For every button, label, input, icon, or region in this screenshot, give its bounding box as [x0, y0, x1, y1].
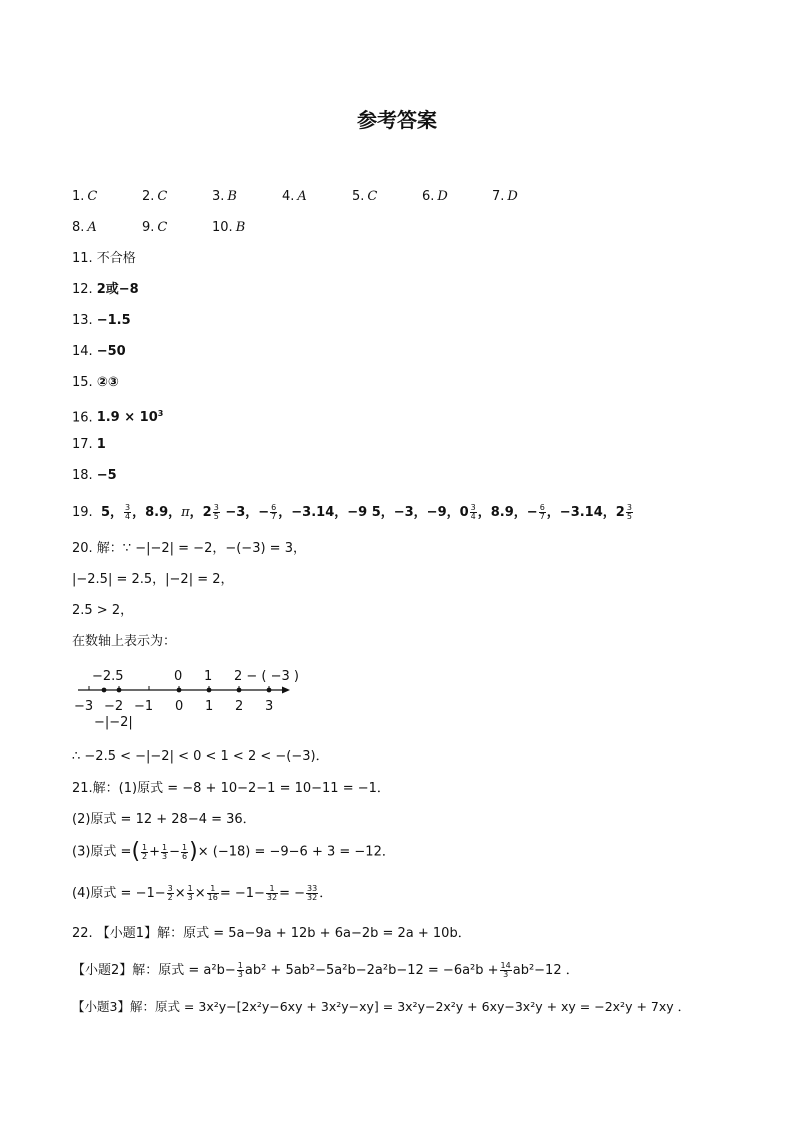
answer-text: −1.5 — [96, 313, 131, 328]
answer-letter: C — [157, 220, 168, 235]
q21-part-2: (2)原式 = 12 + 28−4 = 36． — [72, 812, 256, 827]
q21-part-3: (3)原式 =( $\frac{1}{2}$ + $\frac{1}{3}$ − $\frac{1}{6}$ )× (−18) = −9−6 + 3 = −12． — [72, 839, 395, 864]
exponent: 3 — [157, 409, 164, 418]
fraction: $\frac{1}{3}$ — [187, 884, 193, 902]
question-number: 1. — [72, 189, 85, 204]
label-neg-neg-3: 2 − ( −3 ) — [234, 669, 299, 684]
axis-arrow-icon — [282, 687, 290, 694]
tick-label: −1 — [134, 699, 154, 714]
q21-part-1: 21.解：(1)原式 = −8 + 10−2−1 = 10−11 = −1． — [72, 781, 390, 796]
mc-answer — [282, 188, 307, 206]
answer-letter: A — [87, 220, 97, 235]
tick-label: 2 — [235, 699, 244, 714]
fill-answer — [72, 405, 163, 427]
mc-answer — [422, 188, 448, 206]
question-number: 3. — [212, 189, 225, 204]
fraction: $\frac{3}{5}$ — [626, 503, 632, 521]
question-number: 11. — [72, 251, 93, 266]
mc-answer — [212, 188, 237, 206]
fraction: $\frac{3}{4}$ — [470, 503, 476, 521]
fraction: $\frac{1}{6}$ — [182, 842, 188, 861]
q22-subquestion-3: 【小题3】解：原式 = 3x²y−[2x²y−6xy + 3x²y−xy] = 3x²y−2x²y + 6xy−3x²y + xy = −2x²y + 7xy ． — [72, 999, 691, 1014]
label-neg-abs-neg-2: −|−2| — [94, 715, 133, 730]
mc-answer — [72, 188, 97, 206]
tick-label: 0 — [175, 699, 184, 714]
fraction: $\frac{3}{5}$ — [213, 503, 219, 521]
point-neg-2-5 — [102, 688, 107, 693]
question-number: 13. — [72, 313, 93, 328]
mc-answer — [142, 219, 167, 237]
fraction: $\frac{33}{32}$ — [307, 884, 318, 902]
question-number: 5. — [352, 189, 365, 204]
q20-line-4: 在数轴上表示为： — [72, 634, 177, 649]
fraction: $\frac{6}{7}$ — [539, 503, 545, 521]
question-number: 12. — [72, 282, 93, 297]
fill-answer — [72, 281, 139, 299]
fill-answer — [72, 250, 136, 268]
q20-line-3: 2.5 > 2， — [72, 603, 134, 618]
mc-answer — [72, 219, 97, 237]
point-three — [267, 688, 272, 693]
fraction: $\frac{3}{2}$ — [167, 884, 173, 902]
answer-letter: C — [367, 189, 378, 204]
question-number: 2. — [142, 189, 155, 204]
question-number: 14. — [72, 344, 93, 359]
answer-text: −50 — [96, 344, 126, 359]
question-number: 10. — [212, 220, 233, 235]
question-number: 8. — [72, 220, 85, 235]
mc-answer — [142, 188, 167, 206]
point-zero — [177, 688, 182, 693]
q22-subquestion-1: 22. 【小题1】解：原式 = 5a−9a + 12b + 6a−2b = 2a + 10b． — [72, 926, 471, 941]
answer-letter: D — [437, 189, 448, 204]
question-number: 4. — [282, 189, 295, 204]
q22-subquestion-2: 【小题2】解：原式 = a²b− $\frac{1}{3}$ ab² + 5ab²−5a²b−2a²b−12 = −6a²b + $\frac{14}{3}$ ab²−12 ． — [72, 961, 579, 979]
answer-text: 1.9 × 10 — [96, 410, 158, 426]
label-zero: 0 — [174, 669, 183, 684]
answer-letter: C — [157, 189, 168, 204]
q21-part-4: (4)原式 = −1− $\frac{3}{2}$ × $\frac{1}{3}$ × $\frac{1}{16}$ = −1− $\frac{1}{32}$ = − $\frac{33}{32}$ ． — [72, 884, 333, 902]
fraction: $\frac{1}{3}$ — [237, 961, 243, 979]
point-one — [207, 688, 212, 693]
answer-letter: C — [87, 189, 98, 204]
question-number: 9. — [142, 220, 155, 235]
q20-conclusion: ∴ −2.5 < −|−2| < 0 < 1 < 2 < −(−3)． — [72, 749, 329, 764]
mc-answer — [352, 188, 377, 206]
answer-text: 不合格 — [96, 251, 136, 266]
page-title: 参考答案 — [357, 108, 437, 132]
answer-letter: D — [507, 189, 518, 204]
tick-label: 1 — [205, 699, 214, 714]
fill-answer — [72, 343, 126, 361]
fill-answer — [72, 374, 119, 392]
label-neg-2-5: −2.5 — [92, 669, 124, 684]
fraction: $\frac{1}{16}$ — [207, 884, 218, 902]
question-number: 15. — [72, 375, 93, 390]
fraction: $\frac{6}{7}$ — [271, 503, 277, 521]
tick-label: −3 — [74, 699, 94, 714]
answer-letter: B — [227, 189, 237, 204]
answer-text: 1 — [96, 437, 106, 452]
tick-label: −2 — [104, 699, 124, 714]
question-number: 17. — [72, 437, 93, 452]
mc-answer — [492, 188, 518, 206]
answer-letter: B — [235, 220, 246, 235]
mc-answer — [212, 219, 245, 237]
answer-text: 2或−8 — [96, 282, 139, 297]
point-two — [237, 688, 242, 693]
fill-answer — [72, 436, 106, 454]
label-one: 1 — [204, 669, 213, 684]
question-number: 6. — [422, 189, 435, 204]
question-number: 7. — [492, 189, 505, 204]
question-number: 19. — [72, 505, 93, 520]
fraction: $\frac{1}{3}$ — [162, 842, 168, 861]
fill-answer — [72, 312, 131, 330]
fraction: $\frac{1}{32}$ — [266, 884, 278, 902]
answer-text: ②③ — [96, 375, 119, 390]
q20-line-2: |−2.5| = 2.5，|−2| = 2， — [72, 572, 234, 587]
point-neg-2 — [117, 688, 122, 693]
q20-line-1: 20. 解：∵ −|−2| = −2，−(−3) = 3， — [72, 541, 306, 556]
question-number: 18. — [72, 468, 93, 483]
question-19: 19. 5， $\frac{3}{4}$ ，8.9，π，2 $\frac{3}{5}$ −3，− $\frac{6}{7}$ ，−3.14，−9 5，−3，−9，0 $\frac{3}{4}$ ，8.9，− $\frac{6}{7}$ ，−3.14，2 $\frac{3}{5}$ — [72, 503, 632, 521]
number-line — [74, 664, 314, 734]
answer-letter: A — [297, 189, 307, 204]
fraction: $\frac{14}{3}$ — [500, 961, 511, 979]
fraction: $\frac{1}{2}$ — [142, 842, 148, 861]
answer-text: −5 — [96, 468, 117, 483]
tick-label: 3 — [265, 699, 274, 714]
fill-answer — [72, 467, 117, 485]
fraction: $\frac{3}{4}$ — [125, 503, 131, 521]
question-number: 16. — [72, 410, 93, 426]
